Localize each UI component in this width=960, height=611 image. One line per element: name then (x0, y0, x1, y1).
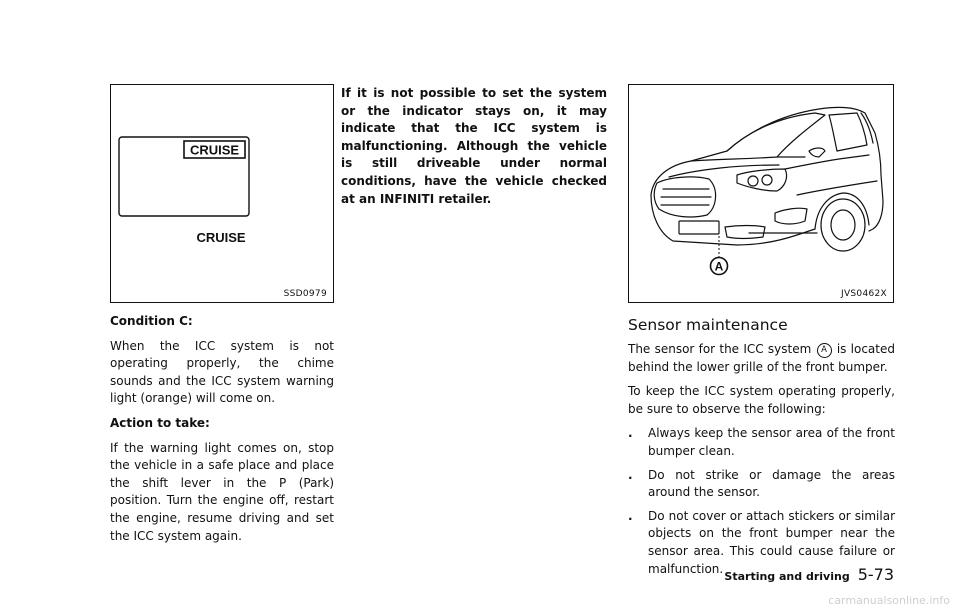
figure-code: JVS0462X (841, 289, 887, 299)
bullet-mark: . (628, 508, 633, 523)
cruise-display-label: CRUISE (189, 142, 240, 158)
cruise-caption-label: CRUISE (196, 230, 246, 245)
vehicle-illustration (629, 85, 893, 302)
figure-vehicle-sensor (628, 84, 894, 303)
list-item: . Do not cover or attach stickers or similar objects on the front bumper near the sensor area. This could cause failure or malfunction. (628, 508, 895, 576)
lower-grille (725, 226, 765, 239)
side-mirror (809, 148, 825, 157)
keep-operating-text: To keep the ICC system operating properly, be sure to observe the following: (628, 384, 895, 416)
list-item: . Always keep the sensor area of the front bumper clean. (628, 426, 895, 458)
left-column (110, 313, 334, 552)
page-footer (724, 565, 894, 584)
action-title: Action to take: (110, 415, 210, 430)
condition-title: Condition C: (110, 314, 193, 328)
sensor-marker-label: A (714, 259, 724, 274)
malfunction-text: If it is not possible to set the system or the indicator stays on, it may indicate that the ICC system is malfunctioning. Although the vehicle is still driveable under normal conditions, have the vehicle checked at an INFINITI retailer. (341, 86, 607, 206)
cruise-display-illustration (111, 85, 333, 302)
page-number: 5-73 (857, 565, 894, 584)
hood-crease (669, 165, 779, 177)
side-window (829, 113, 867, 151)
section-heading: Sensor maintenance (628, 316, 788, 334)
right-column (628, 315, 895, 584)
condition-text: When the ICC system is not operating properly, the chime sounds and the ICC system warning light (orange) will come on. (110, 338, 334, 406)
bullet-mark: . (628, 467, 633, 482)
middle-column (341, 85, 607, 215)
maintenance-list (628, 425, 895, 578)
figure-code: SSD0979 (283, 289, 327, 299)
sensor-marker-inline: A (817, 343, 832, 358)
license-plate (679, 221, 719, 234)
front-wheel (821, 199, 865, 251)
action-text: If the warning light comes on, stop the vehicle in a safe place and place the shift lever in the P (Park) position. Turn the engine off, restart the engine, resume driving and set the ICC system again. (110, 440, 334, 543)
watermark: carmanualsonline.info (828, 594, 950, 607)
list-item: . Do not strike or damage the areas around the sensor. (628, 467, 895, 500)
fog-lamp (775, 208, 807, 224)
hood-line (691, 157, 805, 161)
section-name: Starting and driving (724, 570, 850, 583)
sensor-location-text: The sensor for the ICC system A is located behind the lower grille of the front bumper. (628, 342, 895, 374)
figure-cruise-indicator (110, 84, 334, 303)
bullet-mark: . (628, 426, 633, 441)
front-wheel-arch (815, 193, 869, 229)
